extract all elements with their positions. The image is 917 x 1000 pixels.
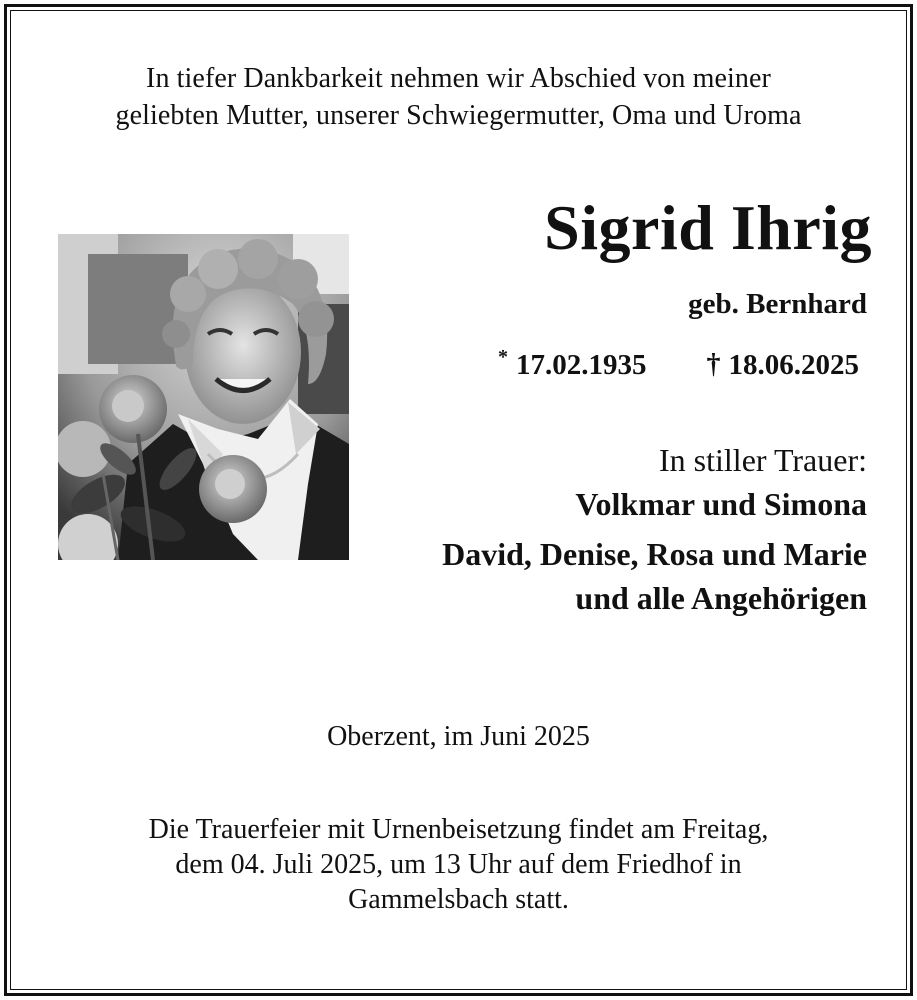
funeral-line-2: dem 04. Juli 2025, um 13 Uhr auf dem Friedhof in (175, 849, 742, 880)
deceased-name: Sigrid Ihrig (544, 192, 872, 263)
mourners-line-1: Volkmar und Simona (575, 486, 867, 522)
death-date-group (707, 346, 860, 384)
death-cross-icon: † (706, 349, 721, 380)
death-date: 18.06.2025 (728, 349, 859, 381)
mourners-line-3: und alle Angehörigen (575, 580, 867, 616)
maiden-name: geb. Bernhard (688, 288, 867, 320)
portrait-photo-icon (58, 234, 349, 560)
birth-date-group (498, 346, 647, 384)
birth-star-icon: * (498, 346, 508, 368)
birth-date: 17.02.1935 (516, 349, 647, 381)
mourners-lead: In stiller Trauer: (659, 442, 867, 478)
funeral-info (40, 812, 877, 917)
intro-line-1: In tiefer Dankbarkeit nehmen wir Abschied von meiner (146, 63, 771, 94)
mourners-line-2: David, Denise, Rosa und Marie (442, 536, 867, 572)
mourners-block (442, 438, 867, 620)
intro-line-2: geliebten Mutter, unserer Schwiegermutter, Oma und Uroma (115, 100, 802, 131)
place-and-date: Oberzent, im Juni 2025 (327, 721, 590, 752)
intro-text (40, 60, 877, 134)
portrait-photo (58, 234, 349, 560)
life-dates (498, 346, 859, 384)
funeral-line-3: Gammelsbach statt. (348, 884, 569, 915)
funeral-line-1: Die Trauerfeier mit Urnenbeisetzung findet am Freitag, (148, 814, 769, 845)
